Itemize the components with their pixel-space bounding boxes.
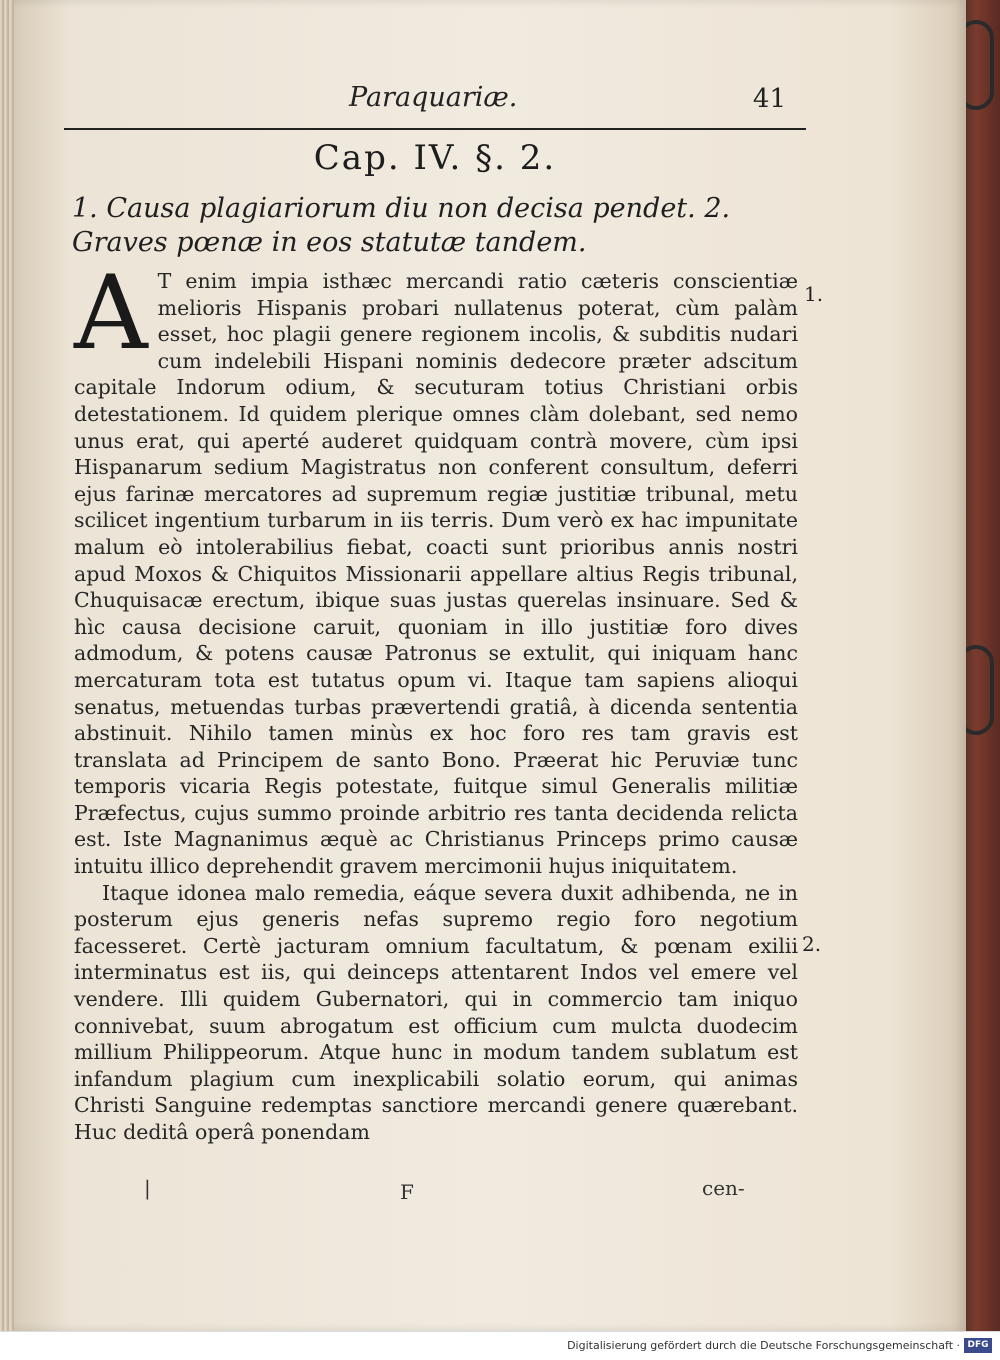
footer-bar [0,1331,1000,1360]
paragraph-2 [74,880,798,1146]
drop-cap: A [74,254,148,373]
paragraph-2-text: Itaque idonea malo remedia, eáque severa duxit adhibenda, ne in posterum ejus generis nefas supremo regio foro negotium facesseret. Certè jacturam omnium facultatum, & pœnam exilii interminatus est iis, qui deinceps attentarent Indos vel emere vel vendere. Illi quidem Gubernatori, qui in commercio tam iniquo connivebat, suum abrogatum est officium cum mulcta duodecim millium Philippeorum. Atque hunc in modum tandem sublatum est infandum plagium cum inexplicabili solatio eorum, qui animas Christi Sanguine redemptas sanctiore mercandi genere quærebant. Huc deditâ operâ ponendam [74,880,798,1144]
signature-mark: | [144,1176,151,1200]
chapter-heading: Cap. IV. §. 2. [313,138,557,178]
margin-number-1: 1. [804,282,824,306]
signature-letter: F [400,1180,414,1204]
running-title: Paraquariæ. [349,82,518,113]
previous-page-edge [0,0,14,1331]
footer-credit: Digitalisierung gefördert durch die Deutsche Forschungsgemeinschaft · [567,1339,960,1352]
book-page [14,0,966,1331]
chapter-summary: 1. Causa plagiariorum diu non decisa pendet. 2. Graves pœnæ in eos statutæ tandem. [72,193,731,258]
catchword: cen- [702,1176,745,1200]
paragraph-1 [74,254,798,880]
margin-number-2: 2. [802,932,822,956]
dfg-logo: DFG [964,1338,992,1353]
running-head [64,82,806,130]
book-cover-edge [960,0,1000,1331]
page-number: 41 [752,84,786,114]
body-text [74,254,798,1146]
paragraph-1-text: T enim impia isthæc mercandi ratio cæteris conscientiæ melioris Hispanis probari nullatenus poterat, cùm palàm esset, hoc plagii genere regionem incolis, & subditis nudari cum indelebili Hispani nominis dedecore præter adscitum capitale Indorum odium, & secuturam totius Christiani orbis detestationem. Id quidem plerique omnes clàm dolebant, sed nemo unus erat, qui aperté auderet quidquam contrà movere, cùm ipsi Hispanarum sedium Magistratus non conferent consultum, deferri ejus farinæ mercatores ad supremum regiæ justitiæ tribunal, metu scilicet ingentium turbarum in iis terris. Dum verò ex hac impunitate malum eò intolerabilius fiebat, coacti sunt prioribus annis nostri apud Moxos & Chiquitos Missionarii appellare altius Regis tribunal, Chuquisacæ erectum, ibique suas justas querelas insinuare. Sed & hìc causa decisione caruit, quoniam in illo justitiæ foro dives admodum, & potens causæ Patronus se extulit, qui iniquam hanc mercaturam tota est tutatus opum vi. Itaque tam sapiens alioqui senatus, metuendas turbas prævertendi gratiâ, à dicenda sententia abstinuit. Nihilo tamen minùs ex hoc foro res tam gravis est translata ad Principem de santo Bono. Præerat hic Peruviæ tunc temporis vicaria Regis potestate, fuitque simul Generalis militiæ Præfectus, cujus summo proinde arbitrio res tanta decidenda relicta est. Iste Magnanimus æquè ac Christianus Princeps primo causæ intuitu illico deprehendit gravem mercimonii hujus iniquitatem. [74,269,798,879]
